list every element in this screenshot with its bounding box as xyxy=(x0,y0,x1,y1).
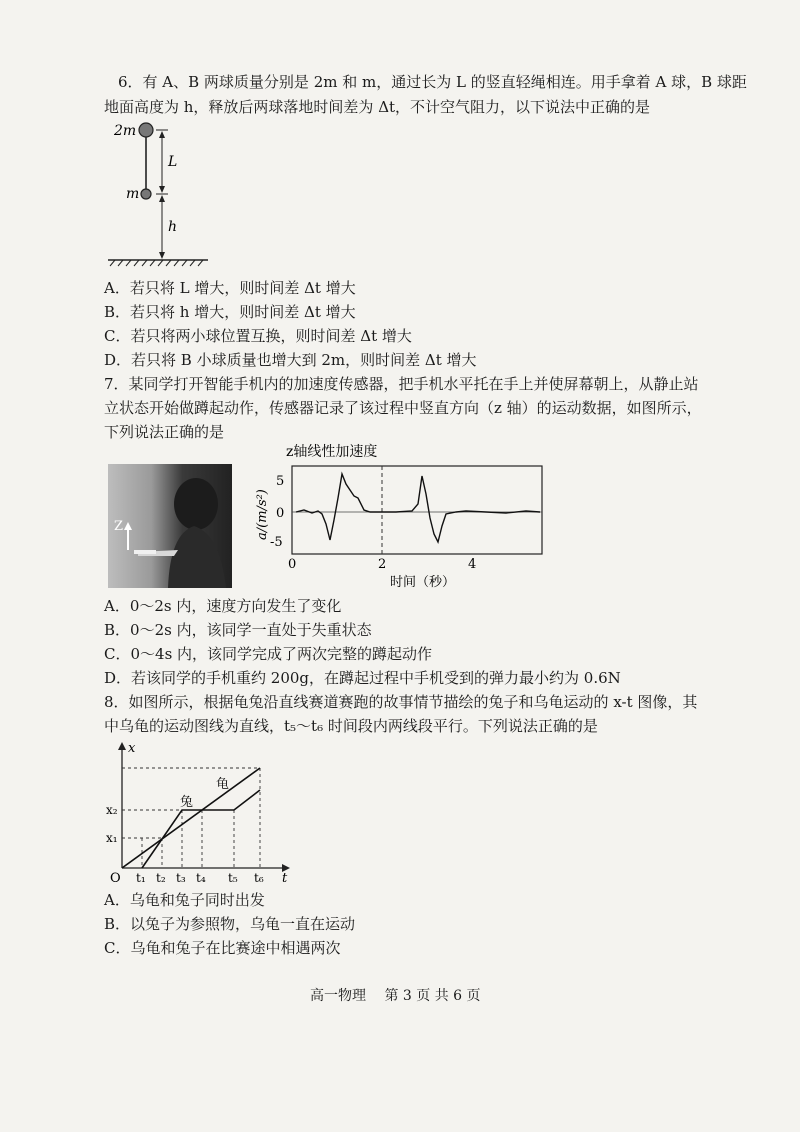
q6-label-m: m xyxy=(126,186,140,202)
q8-xtick-t4: t₄ xyxy=(196,871,206,884)
q6-option-b: B．若只将 h 增大，则时间差 Δt 增大 xyxy=(104,303,356,321)
q7-stem-line1: 7．某同学打开智能手机内的加速度传感器，把手机水平托在手上并使屏幕朝上，从静止站 xyxy=(104,375,699,393)
q7-acceleration-graph xyxy=(246,440,556,590)
q7-photo-student-with-phone xyxy=(108,464,232,588)
q8-y-axis-label: x xyxy=(128,741,136,756)
q6-stem-line2: 地面高度为 h，释放后两球落地时间差为 Δt，不计空气阻力，以下说法中正确的是 xyxy=(104,98,651,116)
q7-xlabel: 时间（秒） xyxy=(390,575,456,590)
q7-xtick-2: 2 xyxy=(378,557,387,572)
q7-ytick-neg5: -5 xyxy=(270,535,283,550)
q8-ytick-x1: x₁ xyxy=(106,831,118,845)
q8-origin-label: O xyxy=(110,871,121,884)
q7-xtick-0: 0 xyxy=(288,557,297,572)
q8-option-a: A．乌龟和兔子同时出发 xyxy=(104,891,265,909)
q8-xtick-t1: t₁ xyxy=(136,871,146,884)
q6-option-c: C．若只将两小球位置互换，则时间差 Δt 增大 xyxy=(104,327,412,345)
page-footer: 高一物理 第 3 页 共 6 页 xyxy=(310,988,481,1004)
q8-stem-line2: 中乌龟的运动图线为直线，t₅～t₆ 时间段内两线段平行。下列说法正确的是 xyxy=(104,717,598,735)
q8-xtick-t2: t₂ xyxy=(156,871,166,884)
q8-option-b: B．以兔子为参照物，乌龟一直在运动 xyxy=(104,915,356,933)
q7-stem-line2: 立状态开始做蹲起动作，传感器记录了该过程中竖直方向（z 轴）的运动数据，如图所示， xyxy=(104,399,702,417)
q8-rabbit-label: 兔 xyxy=(180,795,194,810)
q7-ytick-5: 5 xyxy=(276,474,285,489)
q7-option-b: B．0～2s 内，该同学一直处于失重状态 xyxy=(104,621,372,639)
q7-option-a: A．0～2s 内，速度方向发生了变化 xyxy=(104,597,342,615)
q7-option-c: C．0～4s 内，该同学完成了两次完整的蹲起动作 xyxy=(104,645,433,663)
q8-option-c: C．乌龟和兔子在比赛途中相遇两次 xyxy=(104,939,341,957)
q6-stem-line1: 6．有 A、B 两球质量分别是 2m 和 m，通过长为 L 的竖直轻绳相连。用手拿着 A 球，B 球距 xyxy=(118,73,747,91)
q6-label-2m: 2m xyxy=(114,123,137,139)
q8-xtick-t6: t₆ xyxy=(254,871,264,884)
q7-option-d: D．若该同学的手机重约 200g，在蹲起过程中手机受到的弹力最小约为 0.6N xyxy=(104,669,621,687)
q7-graph-title: z轴线性加速度 xyxy=(286,444,378,460)
q8-turtle-label: 龟 xyxy=(216,777,230,792)
q8-ytick-x2: x₂ xyxy=(106,803,118,817)
q7-xtick-4: 4 xyxy=(468,557,477,572)
q8-stem-line1: 8．如图所示，根据龟兔沿直线赛道赛跑的故事情节描绘的兔子和乌龟运动的 x-t 图像，其 xyxy=(104,693,698,711)
q8-xtick-t3: t₃ xyxy=(176,871,186,884)
q7-photo-z-label: Z xyxy=(114,519,124,534)
q6-label-L: L xyxy=(168,154,178,170)
q7-ytick-0: 0 xyxy=(276,506,285,521)
q6-label-h: h xyxy=(168,219,178,235)
q8-xt-graph xyxy=(104,738,294,884)
q6-option-a: A．若只将 L 增大，则时间差 Δt 增大 xyxy=(104,279,356,297)
q8-xtick-t5: t₅ xyxy=(228,871,238,884)
q6-figure xyxy=(104,118,214,270)
q6-option-d: D．若只将 B 小球质量也增大到 2m，则时间差 Δt 增大 xyxy=(104,351,477,369)
q7-stem-line3: 下列说法正确的是 xyxy=(104,423,225,441)
q8-x-axis-label: t xyxy=(282,871,288,884)
q7-ylabel: a/(m/s²) xyxy=(255,489,270,540)
